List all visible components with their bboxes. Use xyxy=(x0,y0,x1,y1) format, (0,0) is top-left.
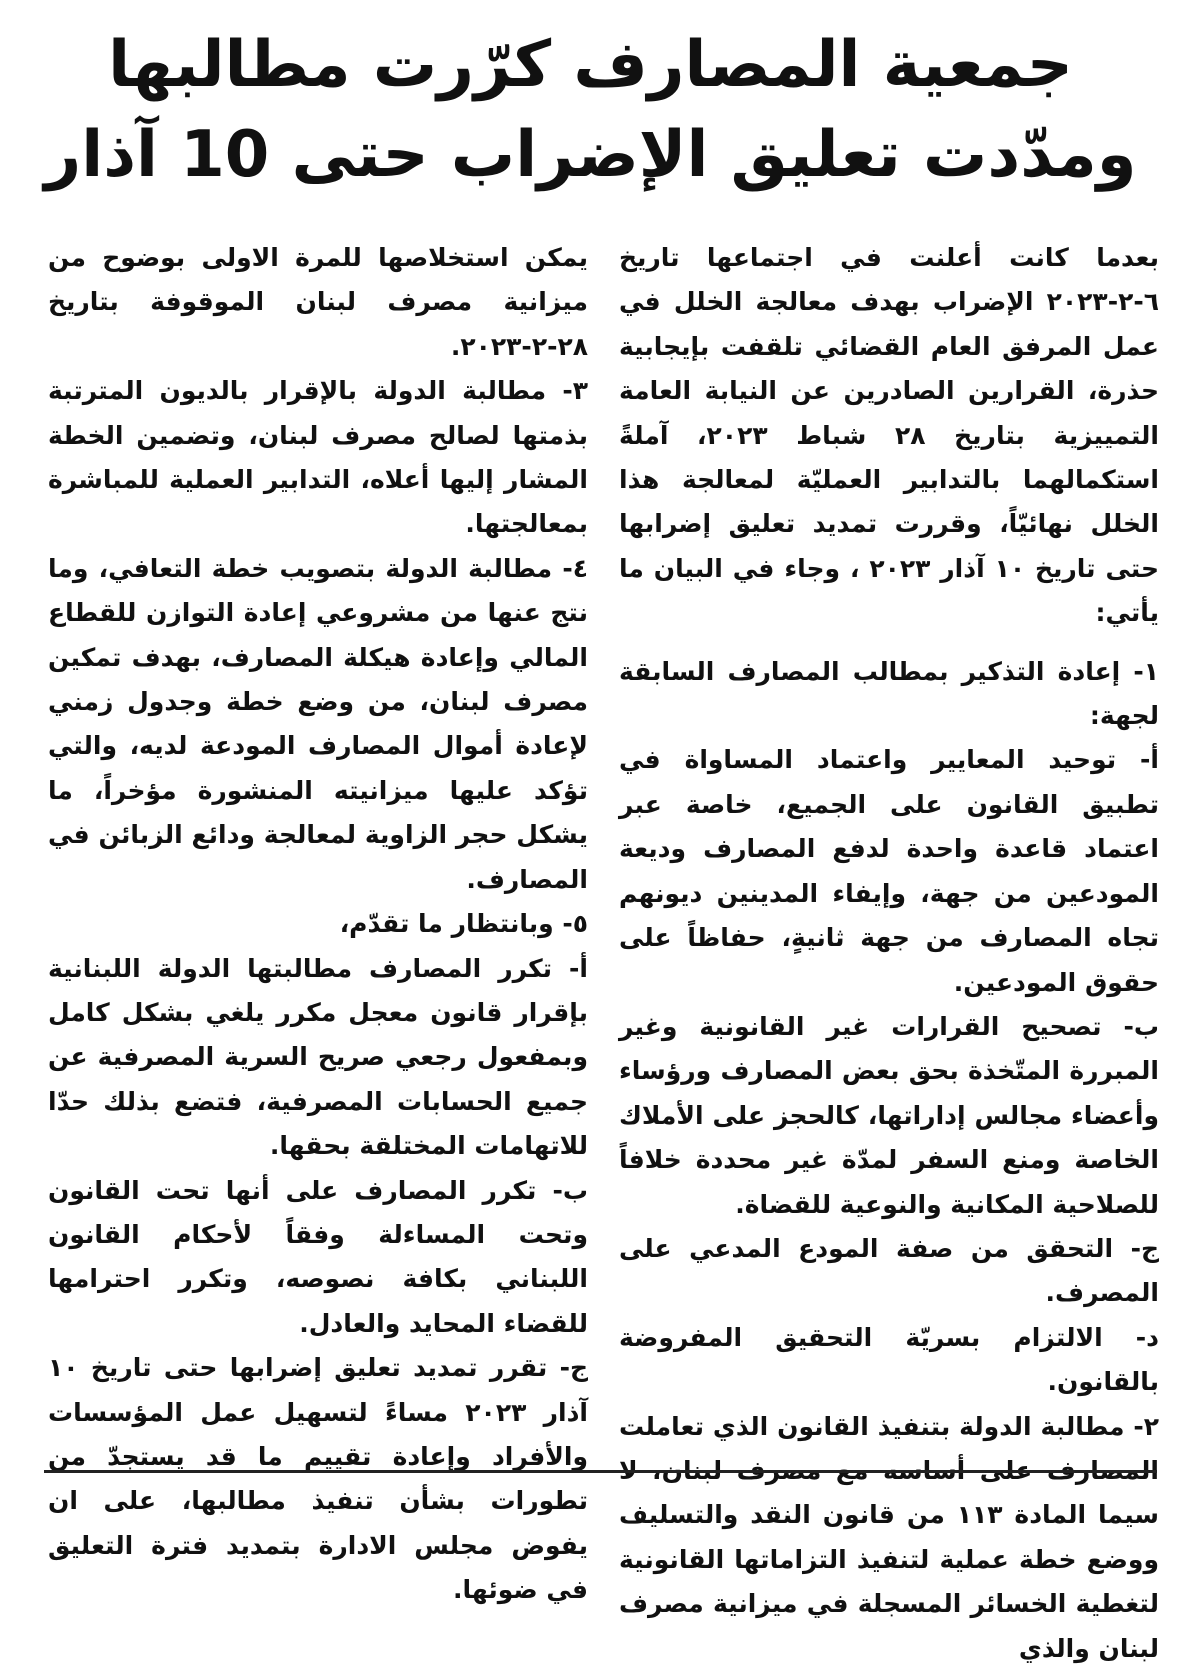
paragraph-item-5a: أ- تكرر المصارف مطالبتها الدولة اللبنانية بإقرار قانون معجل مكرر يلغي بشكل كامل وبمفعول رجعي صريح السرية المصرفية عن جميع الحسابات المصرفية، فتضع بذلك حدّا للاتهامات المختلقة بحقها. xyxy=(48,953,588,1161)
paragraph-item-1: ١- إعادة التذكير بمطالب المصارف السابقة لجهة: xyxy=(619,656,1159,731)
paragraph-item-2: ٢- مطالبة الدولة بتنفيذ القانون الذي تعاملت المصارف على أساسه مع مصرف لبنان، لا سيما المادة ١١٣ من قانون النقد والتسليف ووضع خطة عملية لتنفيذ التزاماتها القانونية لتغطية الخسائر المسجلة في ميزانية مصرف لبنان والذي xyxy=(619,1411,1159,1663)
paragraph-item-5b: ب- تكرر المصارف على أنها تحت القانون وتحت المساءلة وفقاً لأحكام القانون اللبناني بكافة نصوصه، وتكرر احترامها للقضاء المحايد والعادل. xyxy=(48,1175,588,1338)
paragraph-intro: بعدما كانت أعلنت في اجتماعها تاريخ ٦-٢-٢٠٢٣ الإضراب بهدف معالجة الخلل في عمل المرفق العام القضائي تلقفت بإيجابية حذرة، القرارين الصادرين عن النيابة العامة التمييزية بتاريخ ٢٨ شباط ٢٠٢٣، آملةً استكمالهما بالتدابير العمليّة لمعالجة هذا الخلل نهائيّاً، وقررت تمديد تعليق إضرابها حتى تاريخ ١٠ آذار ٢٠٢٣ ، وجاء في البيان ما يأتي: xyxy=(619,243,1159,628)
headline-line-1: جمعية المصارف كرّرت مطالبها xyxy=(108,28,1073,102)
headline-line-2: ومدّدت تعليق الإضراب حتى 10 آذار xyxy=(44,118,1137,192)
paragraph-item-2-cont: يمكن استخلاصها للمرة الاولى بوضوح من ميزانية مصرف لبنان الموقوفة بتاريخ ٢٨-٢-٢٠٢٣. xyxy=(48,243,588,361)
paragraph-item-5c: ج- تقرر تمديد تعليق إضرابها حتى تاريخ ١٠ آذار ٢٠٢٣ مساءً لتسهيل عمل المؤسسات والأفراد وإعادة تقييم ما قد يستجدّ من تطورات بشأن تنفيذ مطالبها، على ان يفوض مجلس الادارة بتمديد فترة التعليق في ضوئها. xyxy=(48,1353,588,1605)
paragraph-item-1a: أ- توحيد المعايير واعتماد المساواة في تطبيق القانون على الجميع، خاصة عبر اعتماد قاعدة واحدة لدفع المصارف وديعة المودعين من جهة، وإيفاء المدينين ديونهم تجاه المصارف من جهة ثانيةٍ، حفاظاً على حقوق المودعين. xyxy=(619,745,1159,997)
paragraph-item-5: ٥- وبانتظار ما تقدّم، xyxy=(339,909,588,939)
paragraph-item-3: ٣- مطالبة الدولة بالإقرار بالديون المترتبة بذمتها لصالح مصرف لبنان، وتضمين الخطة المشار إليها أعلاه، التدابير العملية للمباشرة بمعالجتها. xyxy=(48,376,588,539)
paragraph-item-4: ٤- مطالبة الدولة بتصويب خطة التعافي، وما نتج عنها من مشروعي إعادة التوازن للقطاع المالي وإعادة هيكلة المصارف، بهدف تمكين مصرف لبنان، من وضع خطة وجدول زمني لإعادة أموال المصارف المودعة لديه، والتي تؤكد عليها ميزانيته المنشورة مؤخراً، ما يشكل حجر الزاوية لمعالجة ودائع الزبائن في المصارف. xyxy=(48,553,588,894)
headline xyxy=(30,20,1151,200)
article-column-left xyxy=(48,236,588,1613)
paragraph-item-1c: ج- التحقق من صفة المودع المدعي على المصرف. xyxy=(619,1233,1159,1308)
bottom-divider xyxy=(44,1470,1157,1473)
article-column-right xyxy=(619,236,1159,1671)
paragraph-item-1b: ب- تصحيح القرارات غير القانونية وغير المبررة المتّخذة بحق بعض المصارف ورؤساء وأعضاء مجالس إداراتها، كالحجز على الأملاك الخاصة ومنع السفر لمدّة غير محددة خلافاً للصلاحية المكانية والنوعية للقضاة. xyxy=(619,1011,1159,1219)
paragraph-item-1d: د- الالتزام بسريّة التحقيق المفروضة بالقانون. xyxy=(619,1322,1159,1397)
